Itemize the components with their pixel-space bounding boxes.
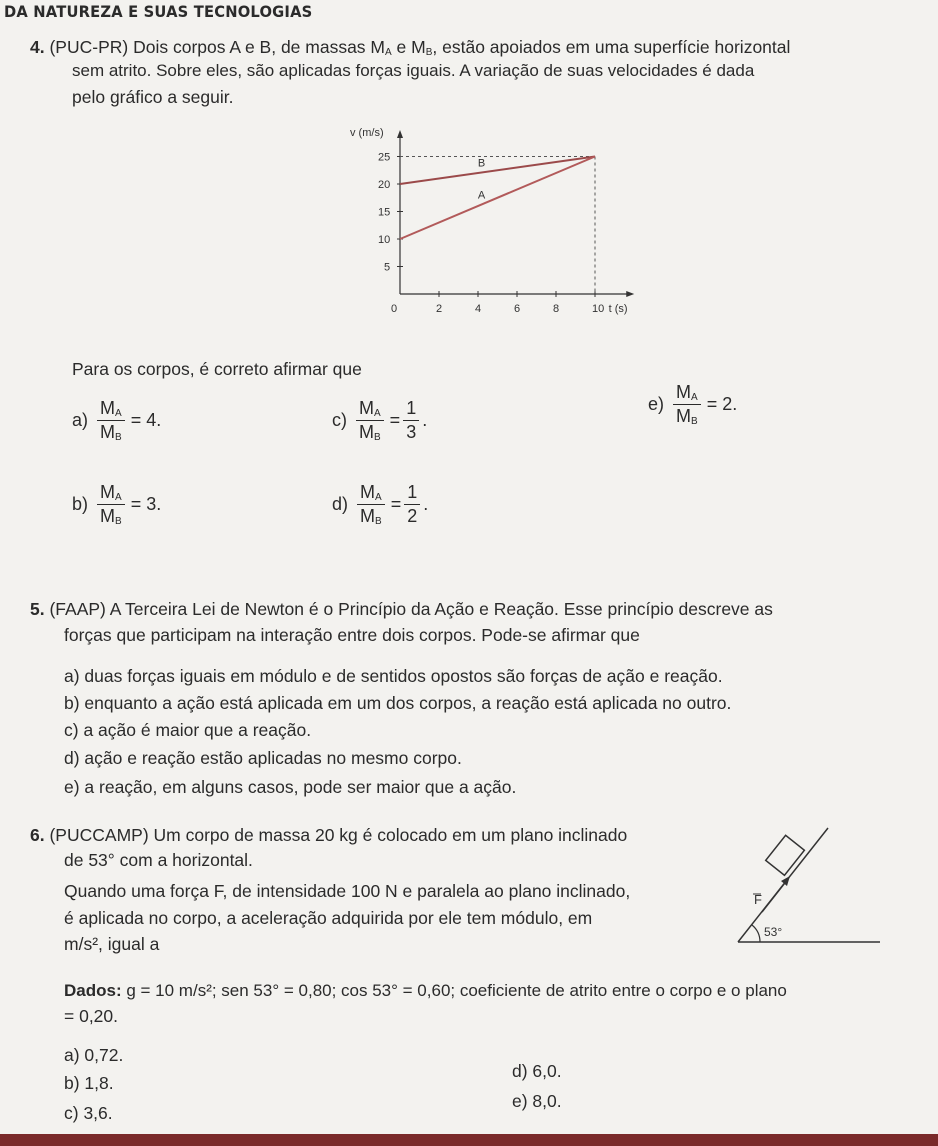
q5-line1: 5. (FAAP) A Terceira Lei de Newton é o Princípio da Ação e Reação. Esse princípio descreve as: [30, 599, 773, 619]
q6-choice-a[interactable]: a) 0,72.: [64, 1045, 124, 1065]
q5-line2: forças que participam na interação entre dois corpos. Pode-se afirmar que: [64, 625, 640, 645]
q4-line3: pelo gráfico a seguir.: [72, 87, 234, 107]
y-axis-label: v (m/s): [350, 127, 384, 139]
y-tick-label: 15: [378, 206, 391, 219]
q6-choice-d[interactable]: d) 6,0.: [512, 1061, 562, 1081]
value-fraction: $\frac{1}{2}$: [404, 482, 420, 527]
force-arrowhead-icon: [781, 876, 790, 886]
x-tick-label: 10: [592, 303, 605, 315]
x-tick-label: 8: [553, 303, 560, 315]
y-tick-label: 25: [378, 151, 391, 164]
q6-line4: é aplicada no corpo, a aceleração adquirida por ele tem módulo, em: [64, 908, 593, 928]
x-axis-label: t (s): [608, 303, 628, 315]
q4-option-b[interactable]: b) $\frac{M_A}{M_B}$ = 3.: [72, 482, 162, 527]
x-tick-label: 0: [391, 303, 398, 315]
q5-choice-c[interactable]: c) a ação é maior que a reação.: [64, 720, 312, 740]
q6-line5: m/s², igual a: [64, 934, 160, 954]
y-tick-label: 5: [384, 261, 391, 274]
velocity-time-chart: [340, 124, 628, 324]
q6-number: 6.: [30, 825, 45, 845]
q4-option-e[interactable]: e) $\frac{M_A}{M_B}$ = 2.: [648, 382, 738, 427]
series-line-a: [400, 157, 595, 240]
q5-choice-b[interactable]: b) enquanto a ação está aplicada em um dos corpos, a reação está aplicada no outro.: [64, 693, 732, 713]
q4-option-a[interactable]: a) $\frac{M_A}{M_B}$ = 4.: [72, 398, 162, 443]
q6-dados: Dados: g = 10 m/s²; sen 53° = 0,80; cos 53° = 0,60; coeficiente de atrito entre o corpo e o plano: [64, 981, 787, 1000]
angle-arc: [752, 925, 760, 942]
ratio-fraction: $\frac{M_A}{M_B}$: [673, 382, 701, 427]
x-axis-arrow-icon: [626, 291, 634, 297]
q5-choice-e[interactable]: e) a reação, em alguns casos, pode ser maior que a ação.: [64, 777, 517, 797]
value-fraction: $\frac{1}{3}$: [403, 398, 419, 443]
q6-line2: de 53° com a horizontal.: [64, 850, 253, 870]
force-label: F: [754, 892, 762, 907]
y-tick-label: 10: [378, 234, 391, 246]
series-line-b: [400, 157, 595, 185]
series-label-a: A: [477, 189, 486, 202]
q6-choice-c[interactable]: c) 3,6.: [64, 1103, 113, 1123]
block: [766, 835, 805, 875]
q5-choice-d[interactable]: d) ação e reação estão aplicadas no mesmo corpo.: [64, 748, 462, 768]
ratio-fraction: $\frac{M_A}{M_B}$: [357, 482, 385, 527]
q4-line2: sem atrito. Sobre eles, são aplicadas forças iguais. A variação de suas velocidades é dada: [72, 61, 755, 80]
x-tick-label: 6: [514, 303, 521, 315]
ratio-fraction: $\frac{M_A}{M_B}$: [356, 398, 384, 443]
q5-choice-a[interactable]: a) duas forças iguais em módulo e de sentidos opostos são forças de ação e reação.: [64, 666, 723, 686]
angle-label: 53°: [764, 925, 783, 939]
page-bottom-edge: [0, 1134, 938, 1146]
q6-choice-e[interactable]: e) 8,0.: [512, 1091, 562, 1111]
section-header: DA NATUREZA E SUAS TECNOLOGIAS: [4, 2, 313, 21]
q4-number: 4.: [30, 37, 45, 57]
y-tick-label: 20: [378, 179, 391, 191]
series-label-b: B: [477, 157, 486, 170]
q4-option-d[interactable]: d) $\frac{M_A}{M_B}$ = $\frac{1}{2}$ .: [332, 482, 429, 527]
q4-option-c[interactable]: c) $\frac{M_A}{M_B}$ = $\frac{1}{3}$ .: [332, 398, 428, 443]
q4-prompt: Para os corpos, é correto afirmar que: [72, 359, 362, 379]
x-tick-label: 2: [436, 303, 443, 315]
force-arrow: [762, 879, 788, 912]
inclined-plane-diagram: [720, 826, 885, 950]
y-axis-arrow-icon: [397, 130, 403, 138]
ratio-fraction: $\frac{M_A}{M_B}$: [97, 482, 125, 527]
ratio-fraction: $\frac{M_A}{M_B}$: [97, 398, 125, 443]
q6-line1: 6. (PUCCAMP) Um corpo de massa 20 kg é colocado em um plano inclinado: [30, 825, 628, 845]
q6-choice-b[interactable]: b) 1,8.: [64, 1073, 114, 1093]
q6-dados-line2: = 0,20.: [64, 1006, 119, 1026]
q4-line1: 4. (PUC-PR) Dois corpos A e B, de massas $M_A$ e $M_B$, estão apoiados em uma superfície horizontal: [30, 37, 791, 58]
q6-line3: Quando uma força F, de intensidade 100 N e paralela ao plano inclinado,: [64, 881, 631, 901]
q5-number: 5.: [30, 599, 45, 619]
x-tick-label: 4: [475, 303, 482, 315]
